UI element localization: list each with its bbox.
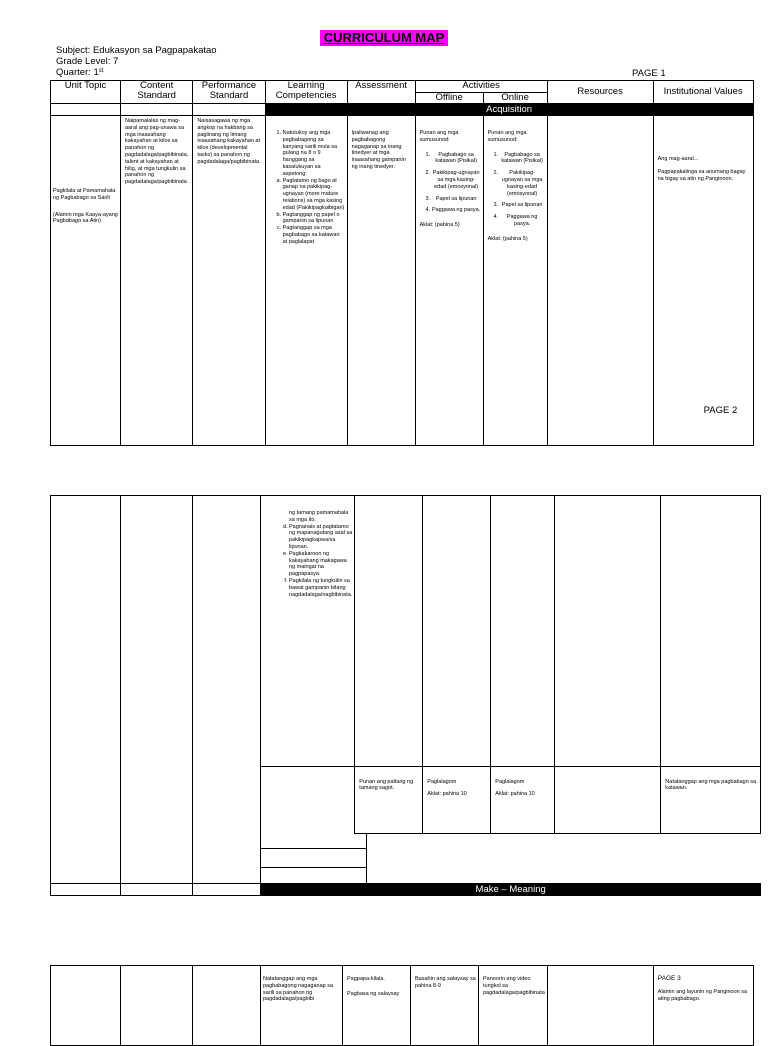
header-institutional-values: Institutional Values [653,81,753,104]
curriculum-table-1 [50,80,754,446]
offline-cell-3: Basahin ang salaysay sa pahina 8-9 [411,966,479,1046]
header-activities: Activities [415,81,547,93]
online-cell: Punan ang mga sumusunod: 1. Pagbabago sa katawan (Pisikal) 2. Pakikipag-ugnayan sa mga kasing-edad (emosyonal) 3. Papel sa lipunan 4. Paggawa ng pasya. Aklat: (pahina 5) [483,116,547,446]
competency-item: c. Pagtanggap sa mga pagbabago sa katawan at paglalapat [283,225,345,245]
offline-cell: Punan ang mga sumusunod: 1. Pagbabago sa katawan (Pisikal) 2. Pakikipag-ugnayan sa mga kasing-edad (emosyonal) 3. Papel sa lipunan 4. Paggawa ng pasya. Aklat: (pahina 5) [415,116,483,446]
values-cell-3: PAGE 3 Alamin ang layunin ng Panginoon sa ating pagbabago. [653,966,753,1046]
activity-item: 1. Pagbabago sa katawan (Pisikal) [500,152,545,166]
acquisition-bar: Acquisition [265,104,753,116]
curriculum-table-3 [50,965,754,1046]
competency-item: f. Pagkilala ng tungkulin sa bawat gampanin bilang nagdadalaga/nagbibinata. [289,578,352,598]
online-cell-3: Panoorin ang video tungkol sa pagdadalaga/pagbibinata [479,966,548,1046]
online-cell-2: Paglalagom Aklat: pahina 10 [491,766,555,833]
header-learning-competencies: Learning Competencies [265,81,347,104]
competencies-cont-cell: ng tamang pamamahala sa mga ito. d. Pagnanais at pagtatamo ng mapanagutang asal sa pakikipagkapwa/sa lipunan. e. Pagkakaroon ng kakayahang makagawa ng maingat na pagpapasya. f. Pagkilala ng tungkulin sa bawat gampanin bilang nagdadalaga/nagbibinata. [261,496,355,767]
unit-topic-cell [51,116,121,446]
performance-standard-cell: Naisasagawa ng mga angkop na hakbang sa paglinang ng limang inaasahang kakayahan at kilos (developmental tasks) sa panahon ng pagdadalaga/pagbibinata. [193,116,265,446]
competency-item: e. Pagkakaroon ng kakayahang makagawa ng maingat na pagpapasya. [289,551,352,578]
competency-item: b. Pagtanggap ng papel o gampanin sa lipunan [283,212,345,226]
values-cell: Ang mag-aaral... Pagpapakalinga sa anumang bagay na bigay sa atin ng Panginoon. PAGE 2 [653,116,753,446]
activity-item: 1. Pagbabago sa katawan (Pisikal) [432,152,481,166]
header-content-standard: Content Standard [121,81,193,104]
competency-item: 1. Natutukoy ang mga pagbabagong sa kanyang sarili mula sa gulang na 8 o 9 hanggang sa kasalukuyan sa aspetong: [283,130,345,178]
header-online: Online [483,93,547,104]
curriculum-table-2 [50,495,761,896]
competencies-cell [265,116,347,446]
activity-item: 3. Papel sa lipunan [432,196,481,203]
page-title: CURRICULUM MAP [320,30,448,46]
resources-cell [547,116,653,446]
activity-item: 4. Paggawa ng pasya. [432,207,481,214]
activity-item: 3. Papel sa lipunan [500,202,545,209]
page-number-3: PAGE 3 [657,975,681,982]
content-standard-cell: Naipamalalas ng mag-aaral ang pag-unawa sa mga inaasahang kakayahan at kilos sa panahon ng pagdadalaga/pagbibinata, talent at kakayahan at hilig, at mga tungkulin sa panahon ng pagdadalaga/pagbibinata [121,116,193,446]
header-unit-topic: Unit Topic [51,81,121,104]
unit-topic-subtitle: (Alamin mga Kaaya-ayang Pagbabago sa Atin) [53,211,118,225]
header-assessment: Assessment [347,81,415,104]
competency-cell-3: Natatanggap ang mga pagbabagong nagaganap sa sarili sa panahon ng pagdadalaga/pagbibi [261,966,343,1046]
assessment-cell: Ipaliwanag ang pagbabagong nagaganap sa inang tinedyer at mga inaasahang gampanin ng inang tinedyer. [347,116,415,446]
competency-item: a. Pagtatamo ng bago at ganap na pakikipag-ugnayan (more mature relations) sa mga kasing edad (Pakikipagkaibigan) [283,178,345,212]
offline-cell-2: Paglalagom Aklat: pahina 10 [423,766,491,833]
unit-topic-title: Pagkilala at Pamamahala ng Pagbabago sa Sarili [53,188,116,201]
page-number-2: PAGE 2 [703,405,738,416]
header-performance-standard: Performance Standard [193,81,265,104]
quarter-label: Quarter: 1st [56,67,104,78]
grade-label: Grade Level: 7 [56,56,119,67]
make-meaning-bar: Make – Meaning [261,884,761,896]
activity-item: 4. Paggawa ng pasya. [500,214,545,228]
values-cell-2: Natatanggap ang mga pagbabago sa katawan. [661,766,761,833]
activity-item: 2. Pakikipag-ugnayan sa mga kasing-edad (emosyonal) [500,170,545,197]
page-number-1: PAGE 1 [632,68,666,79]
competency-item: d. Pagnanais at pagtatamo ng mapanagutang asal sa pakikipagkapwa/sa lipunan. [289,524,352,551]
header-offline: Offline [415,93,483,104]
assessment-cell-3: Pagpapa-kilala. Pagbasa ng salaysay [343,966,411,1046]
activity-item: 2. Pakikipag-ugnayan sa mga kasing-edad (emosyonal) [432,170,481,190]
header-resources: Resources [547,81,653,104]
subject-label: Subject: Edukasyon sa Pagpapakatao [56,45,217,56]
assessment-cell-2: Punan ang patlang ng tamang sagot. [355,766,423,833]
